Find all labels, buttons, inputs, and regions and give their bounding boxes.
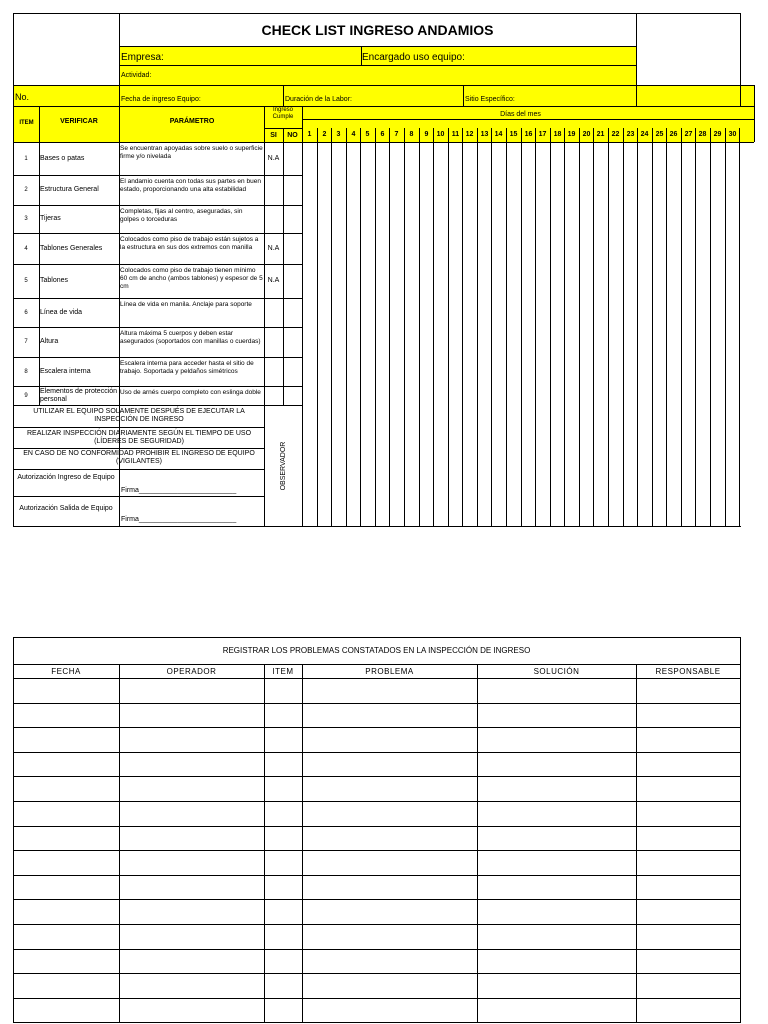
log-cell[interactable] [14, 950, 118, 973]
grid-line [13, 142, 754, 143]
day-header-1: 1 [307, 131, 312, 138]
log-cell[interactable] [120, 851, 263, 874]
col-no: NO [287, 132, 298, 139]
log-col-responsable: RESPONSABLE [655, 667, 721, 676]
row-line [13, 327, 302, 328]
item-parametro: Colocados como piso de trabajo tienen mínimo 60 cm de ancho (ambos tablones) y espesor de 5 cm [120, 267, 263, 290]
col-item: ITEM [19, 120, 34, 126]
log-cell[interactable] [303, 900, 476, 923]
day-col-line [593, 128, 594, 526]
col-si: SI [270, 132, 277, 139]
autorizacion-ingreso-label: Autorización Ingreso de Equipo [17, 474, 115, 481]
note-no-conformidad: EN CASO DE NO CONFORMIDAD PROHIBIR EL INGRESO DE EQUIPO (VIGILANTES) [23, 450, 255, 465]
log-cell[interactable] [637, 925, 739, 948]
log-cell[interactable] [14, 999, 118, 1022]
row-line [13, 448, 264, 449]
log-col-item: ITEM [272, 667, 294, 676]
log-cell[interactable] [120, 999, 263, 1022]
log-cell[interactable] [478, 802, 635, 825]
log-cell[interactable] [14, 900, 118, 923]
day-col-line [564, 128, 565, 526]
log-cell[interactable] [478, 925, 635, 948]
log-cell[interactable] [637, 802, 739, 825]
log-cell[interactable] [265, 999, 301, 1022]
day-header-14: 14 [494, 131, 503, 138]
log-cell[interactable] [120, 753, 263, 776]
log-cell[interactable] [265, 950, 301, 973]
item-verificar: Elementos de protección personal [40, 387, 118, 403]
log-cell[interactable] [265, 827, 301, 850]
day-header-17: 17 [538, 131, 547, 138]
log-cell[interactable] [637, 704, 739, 727]
log-cell[interactable] [120, 827, 263, 850]
item-number: 7 [24, 339, 28, 345]
item-parametro: Altura máxima 5 cuerpos y deben estar asegurados (soportados con manillas o cuerdas) [120, 330, 261, 345]
item-si-value: N.A [267, 277, 280, 284]
log-cell[interactable] [637, 753, 739, 776]
grid-line [636, 85, 637, 106]
day-col-line [448, 128, 449, 526]
log-cell[interactable] [14, 728, 118, 751]
day-header-23: 23 [626, 131, 635, 138]
log-cell[interactable] [303, 851, 476, 874]
log-cell[interactable] [478, 974, 635, 997]
actividad-label: Actividad: [121, 72, 152, 79]
day-header-5: 5 [365, 131, 370, 138]
item-parametro: Uso de arnés cuerpo completo con eslinga doble [120, 389, 261, 396]
log-cell[interactable] [14, 827, 118, 850]
col-parametro: PARÁMETRO [169, 118, 215, 125]
item-number: 5 [24, 278, 28, 284]
grid-line [13, 13, 14, 106]
grid-line [302, 106, 303, 526]
day-header-6: 6 [380, 131, 385, 138]
empresa-label: Empresa: [121, 52, 164, 63]
log-cell[interactable] [120, 777, 263, 800]
item-verificar: Estructura General [40, 186, 99, 193]
log-cell[interactable] [120, 728, 263, 751]
log-cell[interactable] [265, 851, 301, 874]
log-cell[interactable] [265, 876, 301, 899]
log-cell[interactable] [303, 728, 476, 751]
day-col-line [710, 128, 711, 526]
log-cell[interactable] [303, 925, 476, 948]
day-header-7: 7 [394, 131, 399, 138]
log-cell[interactable] [120, 974, 263, 997]
row-line [13, 205, 302, 206]
item-parametro: Se encuentran apoyadas sobre suelo o superficie firme y/o nivelada [120, 145, 263, 160]
log-cell[interactable] [265, 802, 301, 825]
day-header-22: 22 [611, 131, 620, 138]
item-verificar: Altura [40, 338, 59, 345]
log-title: REGISTRAR LOS PROBLEMAS CONSTATADOS EN LA INSPECCIÓN DE INGRESO [222, 646, 531, 655]
log-cell[interactable] [637, 777, 739, 800]
item-number: 8 [24, 368, 28, 375]
day-col-line [360, 128, 361, 526]
day-header-27: 27 [684, 131, 693, 138]
log-cell[interactable] [637, 950, 739, 973]
log-cell[interactable] [265, 900, 301, 923]
day-col-line [652, 128, 653, 526]
log-cell[interactable] [303, 827, 476, 850]
day-col-line [695, 128, 696, 526]
log-cell[interactable] [14, 925, 118, 948]
autorizacion-salida-label: Autorización Salida de Equipo [19, 505, 113, 512]
day-col-line [550, 128, 551, 526]
row-line [13, 175, 302, 176]
day-header-10: 10 [436, 131, 445, 138]
log-cell[interactable] [120, 876, 263, 899]
log-col-fecha: FECHA [51, 667, 81, 676]
day-col-line [375, 128, 376, 526]
col-dias-del-mes: Días del mes [500, 111, 541, 118]
day-col-line [331, 128, 332, 526]
grid-line [119, 65, 636, 66]
item-verificar: Tablones Generales [40, 244, 103, 252]
log-cell[interactable] [303, 753, 476, 776]
day-header-13: 13 [480, 131, 489, 138]
item-verificar: Tijeras [40, 215, 61, 222]
item-verificar: Tablones [40, 277, 69, 284]
day-col-line [637, 128, 638, 526]
log-col-solucion: SOLUCIÓN [533, 667, 580, 676]
day-col-line [739, 128, 740, 526]
day-col-line [389, 128, 390, 526]
log-cell[interactable] [303, 704, 476, 727]
log-cell[interactable] [265, 777, 301, 800]
observador-label: OBSERVADOR [280, 441, 287, 491]
log-cell[interactable] [637, 827, 739, 850]
log-cell[interactable] [637, 851, 739, 874]
grid-line [13, 85, 754, 86]
firma-salida-line[interactable]: Firma_________________________ [121, 516, 237, 523]
day-header-8: 8 [409, 131, 414, 138]
row-line [13, 233, 302, 234]
log-cell[interactable] [14, 753, 118, 776]
log-cell[interactable] [265, 925, 301, 948]
day-col-line [535, 128, 536, 526]
log-cell[interactable] [303, 777, 476, 800]
log-cell[interactable] [14, 876, 118, 899]
log-cell[interactable] [14, 777, 118, 800]
grid-line [740, 637, 741, 1022]
table-bottom-line [13, 526, 741, 527]
log-cell[interactable] [14, 974, 118, 997]
log-cell[interactable] [478, 827, 635, 850]
log-cell[interactable] [478, 728, 635, 751]
log-cell[interactable] [265, 679, 301, 702]
day-col-line [681, 128, 682, 526]
item-parametro: Línea de vida en manila. Anclaje para soporte [120, 301, 252, 308]
grid-line [13, 637, 741, 638]
grid-line [39, 106, 40, 405]
log-cell[interactable] [303, 950, 476, 973]
row-line [13, 469, 264, 470]
note-inspeccion-diaria: REALIZAR INSPECCIÓN DIARIAMENTE SEGÚN EL TIEMPO DE USO (LÍDERES DE SEGURIDAD) [26, 430, 252, 445]
grid-line [283, 128, 284, 405]
grid-line [463, 85, 464, 106]
log-cell[interactable] [120, 925, 263, 948]
log-col-problema: PROBLEMA [365, 667, 414, 676]
log-cell[interactable] [120, 704, 263, 727]
day-header-11: 11 [451, 131, 460, 138]
item-verificar: Línea de vida [40, 308, 83, 316]
row-line [13, 405, 302, 406]
grid-line [740, 13, 741, 106]
day-header-4: 4 [351, 131, 356, 138]
log-cell[interactable] [637, 679, 739, 702]
grid-line [13, 13, 741, 14]
day-col-line [346, 128, 347, 526]
item-number: 3 [24, 216, 28, 222]
log-cell[interactable] [478, 876, 635, 899]
row-line [13, 427, 264, 428]
log-cell[interactable] [120, 900, 263, 923]
log-cell[interactable] [637, 974, 739, 997]
log-cell[interactable] [478, 950, 635, 973]
day-header-25: 25 [655, 131, 664, 138]
item-parametro: Completas, fijas al centro, aseguradas, sin golpes o torceduras [120, 208, 243, 223]
firma-ingreso-line[interactable]: Firma_________________________ [121, 487, 237, 494]
log-cell[interactable] [14, 851, 118, 874]
item-verificar: Bases o patas [40, 154, 85, 162]
item-number: 4 [24, 245, 28, 252]
day-col-line [506, 128, 507, 526]
page-title: CHECK LIST INGRESO ANDAMIOS [261, 22, 494, 38]
log-row-line [13, 1022, 741, 1023]
log-cell[interactable] [303, 679, 476, 702]
fecha-ingreso-label: Fecha de ingreso Equipo: [121, 96, 201, 103]
day-col-line [317, 128, 318, 526]
log-cell[interactable] [303, 999, 476, 1022]
log-cell[interactable] [637, 876, 739, 899]
day-header-16: 16 [524, 131, 533, 138]
day-header-21: 21 [596, 131, 605, 138]
day-col-line [404, 128, 405, 526]
encargado-label: Encargado uso equipo: [362, 52, 465, 63]
log-cell[interactable] [120, 802, 263, 825]
item-number: 1 [24, 155, 28, 162]
grid-line [13, 664, 741, 665]
log-cell[interactable] [265, 753, 301, 776]
item-si-value: N.A [267, 154, 280, 162]
grid-line [283, 85, 284, 106]
duracion-label: Duración de la Labor: [285, 96, 352, 103]
day-header-26: 26 [669, 131, 678, 138]
day-header-24: 24 [640, 131, 649, 138]
grid-line [119, 46, 636, 47]
day-header-18: 18 [553, 131, 562, 138]
log-cell[interactable] [637, 900, 739, 923]
item-parametro: Colocados como piso de trabajo están sujetos a la estructura en sus dos extremos con manilla [120, 236, 259, 251]
day-col-line [419, 128, 420, 526]
item-parametro: El andamio cuenta con todas sus partes en buen estado, proporcionando una alta estabilidad [120, 178, 261, 193]
log-cell[interactable] [14, 679, 118, 702]
sitio-label: Sitio Específico: [465, 96, 515, 103]
day-col-line [521, 128, 522, 526]
log-cell[interactable] [303, 974, 476, 997]
log-col-operador: OPERADOR [166, 667, 217, 676]
grid-line [13, 106, 754, 107]
log-cell[interactable] [478, 704, 635, 727]
day-col-line [462, 128, 463, 526]
log-cell[interactable] [265, 728, 301, 751]
item-si-value: N.A [267, 244, 280, 252]
log-cell[interactable] [265, 974, 301, 997]
day-header-2: 2 [322, 131, 327, 138]
day-header-9: 9 [424, 131, 429, 138]
log-cell[interactable] [478, 753, 635, 776]
log-cell[interactable] [637, 999, 739, 1022]
note-usar-despues-inspeccion: UTILIZAR EL EQUIPO SOLAMENTE DESPUÉS DE EJECUTAR LA INSPECCIÓN DE INGRESO [33, 408, 245, 423]
col-verificar: VERIFICAR [60, 118, 98, 125]
log-cell[interactable] [120, 679, 263, 702]
day-col-line [725, 128, 726, 526]
day-col-line [608, 128, 609, 526]
log-cell[interactable] [478, 851, 635, 874]
day-header-30: 30 [728, 131, 737, 138]
day-header-29: 29 [713, 131, 722, 138]
col-ingreso-cumple: Ingreso Cumple [272, 107, 294, 120]
day-col-line [623, 128, 624, 526]
day-header-15: 15 [509, 131, 518, 138]
actividad-fill [119, 65, 636, 85]
log-cell[interactable] [478, 999, 635, 1022]
item-number: 6 [24, 309, 28, 316]
day-col-line [433, 128, 434, 526]
log-cell[interactable] [478, 679, 635, 702]
log-cell[interactable] [478, 900, 635, 923]
row-line [13, 264, 302, 265]
row-line [13, 357, 302, 358]
item-parametro: Escalera interna para acceder hasta el sitio de trabajo. Soportada y peldaños simétricos [120, 360, 254, 375]
row-line [13, 496, 264, 497]
day-header-12: 12 [465, 131, 474, 138]
day-col-line [579, 128, 580, 526]
log-cell[interactable] [265, 704, 301, 727]
no-label: No. [15, 92, 30, 102]
log-cell[interactable] [14, 802, 118, 825]
day-header-3: 3 [336, 131, 341, 138]
grid-line [754, 85, 755, 142]
log-cell[interactable] [637, 728, 739, 751]
log-cell[interactable] [303, 876, 476, 899]
row-line [13, 298, 302, 299]
log-cell[interactable] [478, 777, 635, 800]
day-col-line [666, 128, 667, 526]
item-verificar: Escalera interna [40, 367, 91, 375]
grid-line [302, 119, 754, 120]
log-cell[interactable] [303, 802, 476, 825]
day-col-line [477, 128, 478, 526]
day-header-19: 19 [567, 131, 576, 138]
day-col-line [491, 128, 492, 526]
day-header-20: 20 [582, 131, 591, 138]
day-header-28: 28 [698, 131, 707, 138]
log-cell[interactable] [14, 704, 118, 727]
item-number: 2 [24, 187, 28, 193]
log-cell[interactable] [120, 950, 263, 973]
item-number: 9 [24, 392, 28, 399]
